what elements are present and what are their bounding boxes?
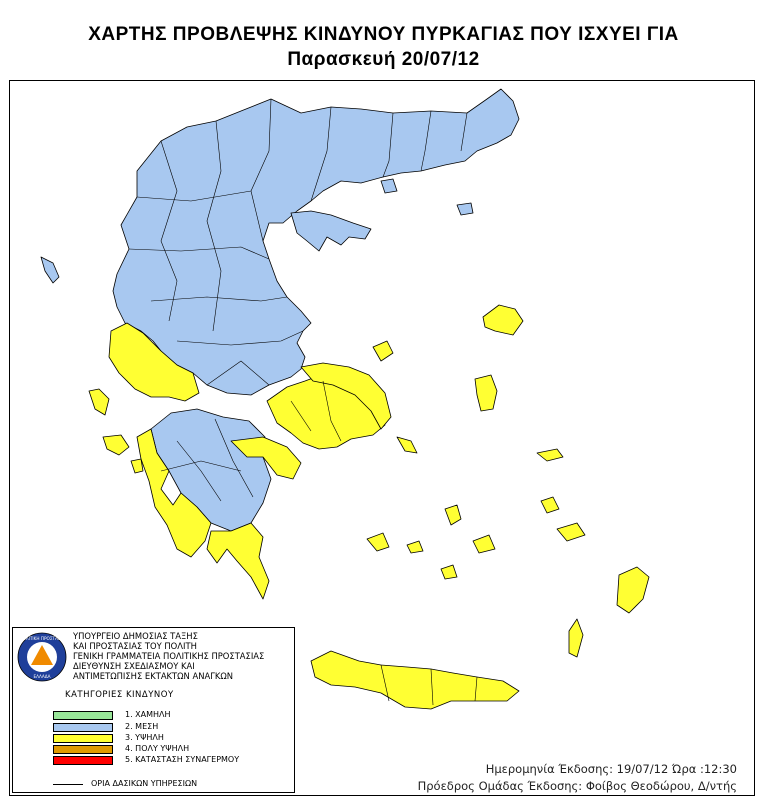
island-corfu — [41, 257, 59, 283]
page-title: ΧΑΡΤΗΣ ΠΡΟΒΛΕΨΗΣ ΚΙΝΔΥΝΟΥ ΠΥΡΚΑΓΙΑΣ ΠΟΥ ΙΣΧΥΕΙ ΓΙΑ — [88, 24, 679, 45]
swatch-high — [53, 734, 113, 743]
boundary-line-sample — [53, 784, 83, 785]
ministry-line: ΥΠΟΥΡΓΕΙΟ ΔΗΜΟΣΙΑΣ ΤΑΞΗΣ — [73, 631, 198, 641]
island-dodecanese-2 — [541, 497, 559, 513]
island-crete — [311, 651, 519, 709]
category-label: 1. ΧΑΜΗΛΗ — [125, 710, 171, 719]
island-thasos — [381, 179, 397, 193]
category-label: 5. ΚΑΤΑΣΤΑΣΗ ΣΥΝΑΓΕΡΜΟΥ — [125, 755, 240, 764]
swatch-medium — [53, 723, 113, 732]
categories-title: ΚΑΤΗΓΟΡΙΕΣ ΚΙΝΔΥΝΟΥ — [65, 690, 174, 700]
issuing-president: Πρόεδρος Ομάδας Έκδοσης: Φοίβος Θεοδώρου, Δ/ντής — [417, 779, 737, 793]
island-lesvos — [483, 305, 523, 335]
island-dodecanese-1 — [557, 523, 585, 541]
svg-text:ΠΟΛΙΤΙΚΗ ΠΡΟΣΤΑΣΙΑ: ΠΟΛΙΤΙΚΗ ΠΡΟΣΤΑΣΙΑ — [19, 636, 65, 641]
boundary-label: ΟΡΙΑ ΔΑΣΙΚΩΝ ΥΠΗΡΕΣΙΩΝ — [91, 779, 198, 788]
ministry-line: ΑΝΤΙΜΕΤΩΠΙΣΗΣ ΕΚΤΑΚΤΩΝ ΑΝΑΓΚΩΝ — [73, 671, 234, 681]
forecast-date: Παρασκευή 20/07/12 — [287, 49, 480, 70]
region-chalkidiki — [291, 211, 371, 251]
swatch-very-high — [53, 745, 113, 754]
issue-date: Ημερομηνία Έκδοσης: 19/07/12 Ώρα :12:30 — [485, 762, 737, 776]
region-high-peloponnese-south — [207, 523, 269, 599]
ministry-line: ΚΑΙ ΠΡΟΣΤΑΣΙΑΣ ΤΟΥ ΠΟΛΙΤΗ — [73, 641, 197, 651]
swatch-alarm — [53, 756, 113, 765]
island-samothrace — [457, 203, 473, 215]
island-cyclades-3 — [441, 565, 457, 579]
civil-protection-emblem-icon — [17, 632, 67, 682]
island-cyclades-2 — [407, 541, 423, 553]
category-label: 4. ΠΟΛΥ ΥΨΗΛΗ — [125, 744, 190, 753]
svg-text:ΕΛΛΑΔΑ: ΕΛΛΑΔΑ — [33, 674, 51, 679]
category-label: 3. ΥΨΗΛΗ — [125, 733, 164, 742]
island-kefalonia — [103, 435, 129, 455]
ministry-line: ΓΕΝΙΚΗ ΓΡΑΜΜΑΤΕΙΑ ΠΟΛΙΤΙΚΗΣ ΠΡΟΣΤΑΣΙΑΣ — [73, 651, 265, 661]
island-cyclades-1 — [367, 533, 389, 551]
island-lefkada — [89, 389, 109, 415]
island-skyros — [373, 341, 393, 361]
swatch-low — [53, 711, 113, 720]
island-samos — [537, 449, 563, 461]
ministry-line: ΔΙΕΥΘΥΝΣΗ ΣΧΕΔΙΑΣΜΟΥ ΚΑΙ — [73, 661, 195, 671]
island-karpathos — [569, 619, 583, 657]
island-cyclades-4 — [473, 535, 495, 553]
island-chios — [475, 375, 497, 411]
island-zakynthos — [131, 459, 143, 473]
island-naxos — [445, 505, 461, 525]
legend-box — [12, 627, 295, 793]
island-andros — [397, 437, 417, 453]
ministry-block — [73, 631, 264, 681]
category-label: 2. ΜΕΣΗ — [125, 722, 159, 731]
island-rhodes — [617, 567, 649, 613]
